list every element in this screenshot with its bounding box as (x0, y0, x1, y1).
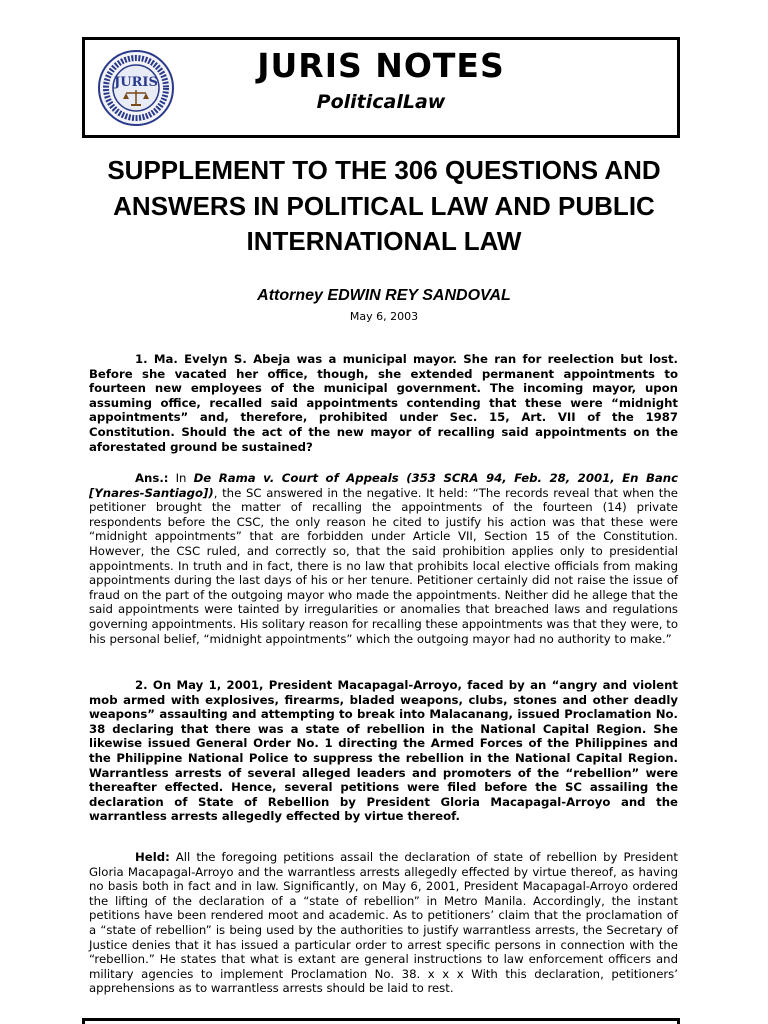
question-2: 2. On May 1, 2001, President Macapagal-Arroyo, faced by an “angry and violent mob armed with explosives, firearms, bladed weapons, clubs, stones and other deadly weapons” assaulting and attempting to break into Malacanang, issued Proclamation No. 38 declaring that there was a state of rebellion in the National Capital Region. She likewise issued General Order No. 1 directing the Armed Forces of the Philippines and the Philippine National Police to suppress the rebellion in the National Capital Region. Warrantless arrests of several alleged leaders and promoters of the “rebellion” were thereafter effected. Hence, several petitions were filed before the SC assailing the declaration of State of Rebellion by President Gloria Macapagal-Arroyo and the warrantless arrests allegedly effected by virtue thereof. (89, 678, 678, 824)
document-title: SUPPLEMENT TO THE 306 QUESTIONS AND ANSWERS IN POLITICAL LAW AND PUBLIC INTERNATIONAL LAW (107, 155, 661, 256)
header-box (82, 37, 680, 138)
footer-box-edge (82, 1018, 680, 1024)
held-label: Held: (135, 850, 170, 864)
answer-prefix: In (168, 471, 194, 485)
document-date: May 6, 2003 (349, 310, 419, 323)
header-subtitle: PoliticalLaw (316, 91, 446, 113)
answer-1 (89, 471, 678, 646)
svg-text:JURIS: JURIS (114, 75, 158, 90)
held-body: All the foregoing petitions assail the declaration of state of rebellion by President Gloria Macapagal-Arroyo and the warrantless arrests allegedly effected by virtue thereof, as having no basis both in fact and in law. Significantly, on May 6, 2001, President Macapagal-Arroyo ordered the lifting of the declaration of a “state of rebellion” in Metro Manila. Accordingly, the instant petitions have been rendered moot and academic. As to petitioners’ claim that the proclamation of a “state of rebellion” is being used by the authorities to justify warrantless arrests, the Secretary of Justice denies that it has issued a particular order to arrest specific persons in connection with the “rebellion.” He states that what is extant are general instructions to law enforcement officers and military agencies to implement Proclamation No. 38. x x x With this declaration, petitioners’ apprehensions as to warrantless arrests should be laid to rest. (89, 850, 678, 996)
answer-2 (89, 850, 678, 996)
author-line: Attorney EDWIN REY SANDOVAL (257, 287, 511, 304)
answer-label: Ans.: (135, 471, 169, 485)
question-1: 1. Ma. Evelyn S. Abeja was a municipal mayor. She ran for reelection but lost. Before she vacated her office, though, she extended permanent appointments to fourteen new employees of the municipal government. The incoming mayor, upon assuming office, recalled said appointments contending that these were “midnight appointments” and, therefore, prohibited under Sec. 15, Art. VII of the 1987 Constitution. Should the act of the new mayor of recalling said appointments on the aforestated ground be sustained? (89, 352, 678, 454)
answer-body: , the SC answered in the negative. It held: “The records reveal that when the petitioner brought the matter of recalling the appointments of the fourteen (14) private respondents before the CSC, the only reason he cited to justify his action was that these were “midnight appointments” that are forbidden under Article VII, Section 15 of the Constitution. However, the CSC ruled, and correctly so, that the said prohibition applies only to presidential appointments. In truth and in fact, there is no law that prohibits local elective officials from making appointments during the last days of his or her tenure. Petitioner certainly did not raise the issue of fraud on the part of the outgoing mayor who made the appointments. Neither did he allege that the said appointments were tainted by irregularities or anomalies that breached laws and regulations governing appointments. His solitary reason for recalling these appointments was that they were, to his personal belief, “midnight appointments” which the outgoing mayor had no authority to make.” (89, 485, 678, 646)
header-title: JURIS NOTES (257, 46, 505, 85)
case-citation: De Rama v. Court of Appeals (353 SCRA 94, Feb. 28, 2001, En Banc [Ynares-Santiago]) (89, 471, 678, 500)
